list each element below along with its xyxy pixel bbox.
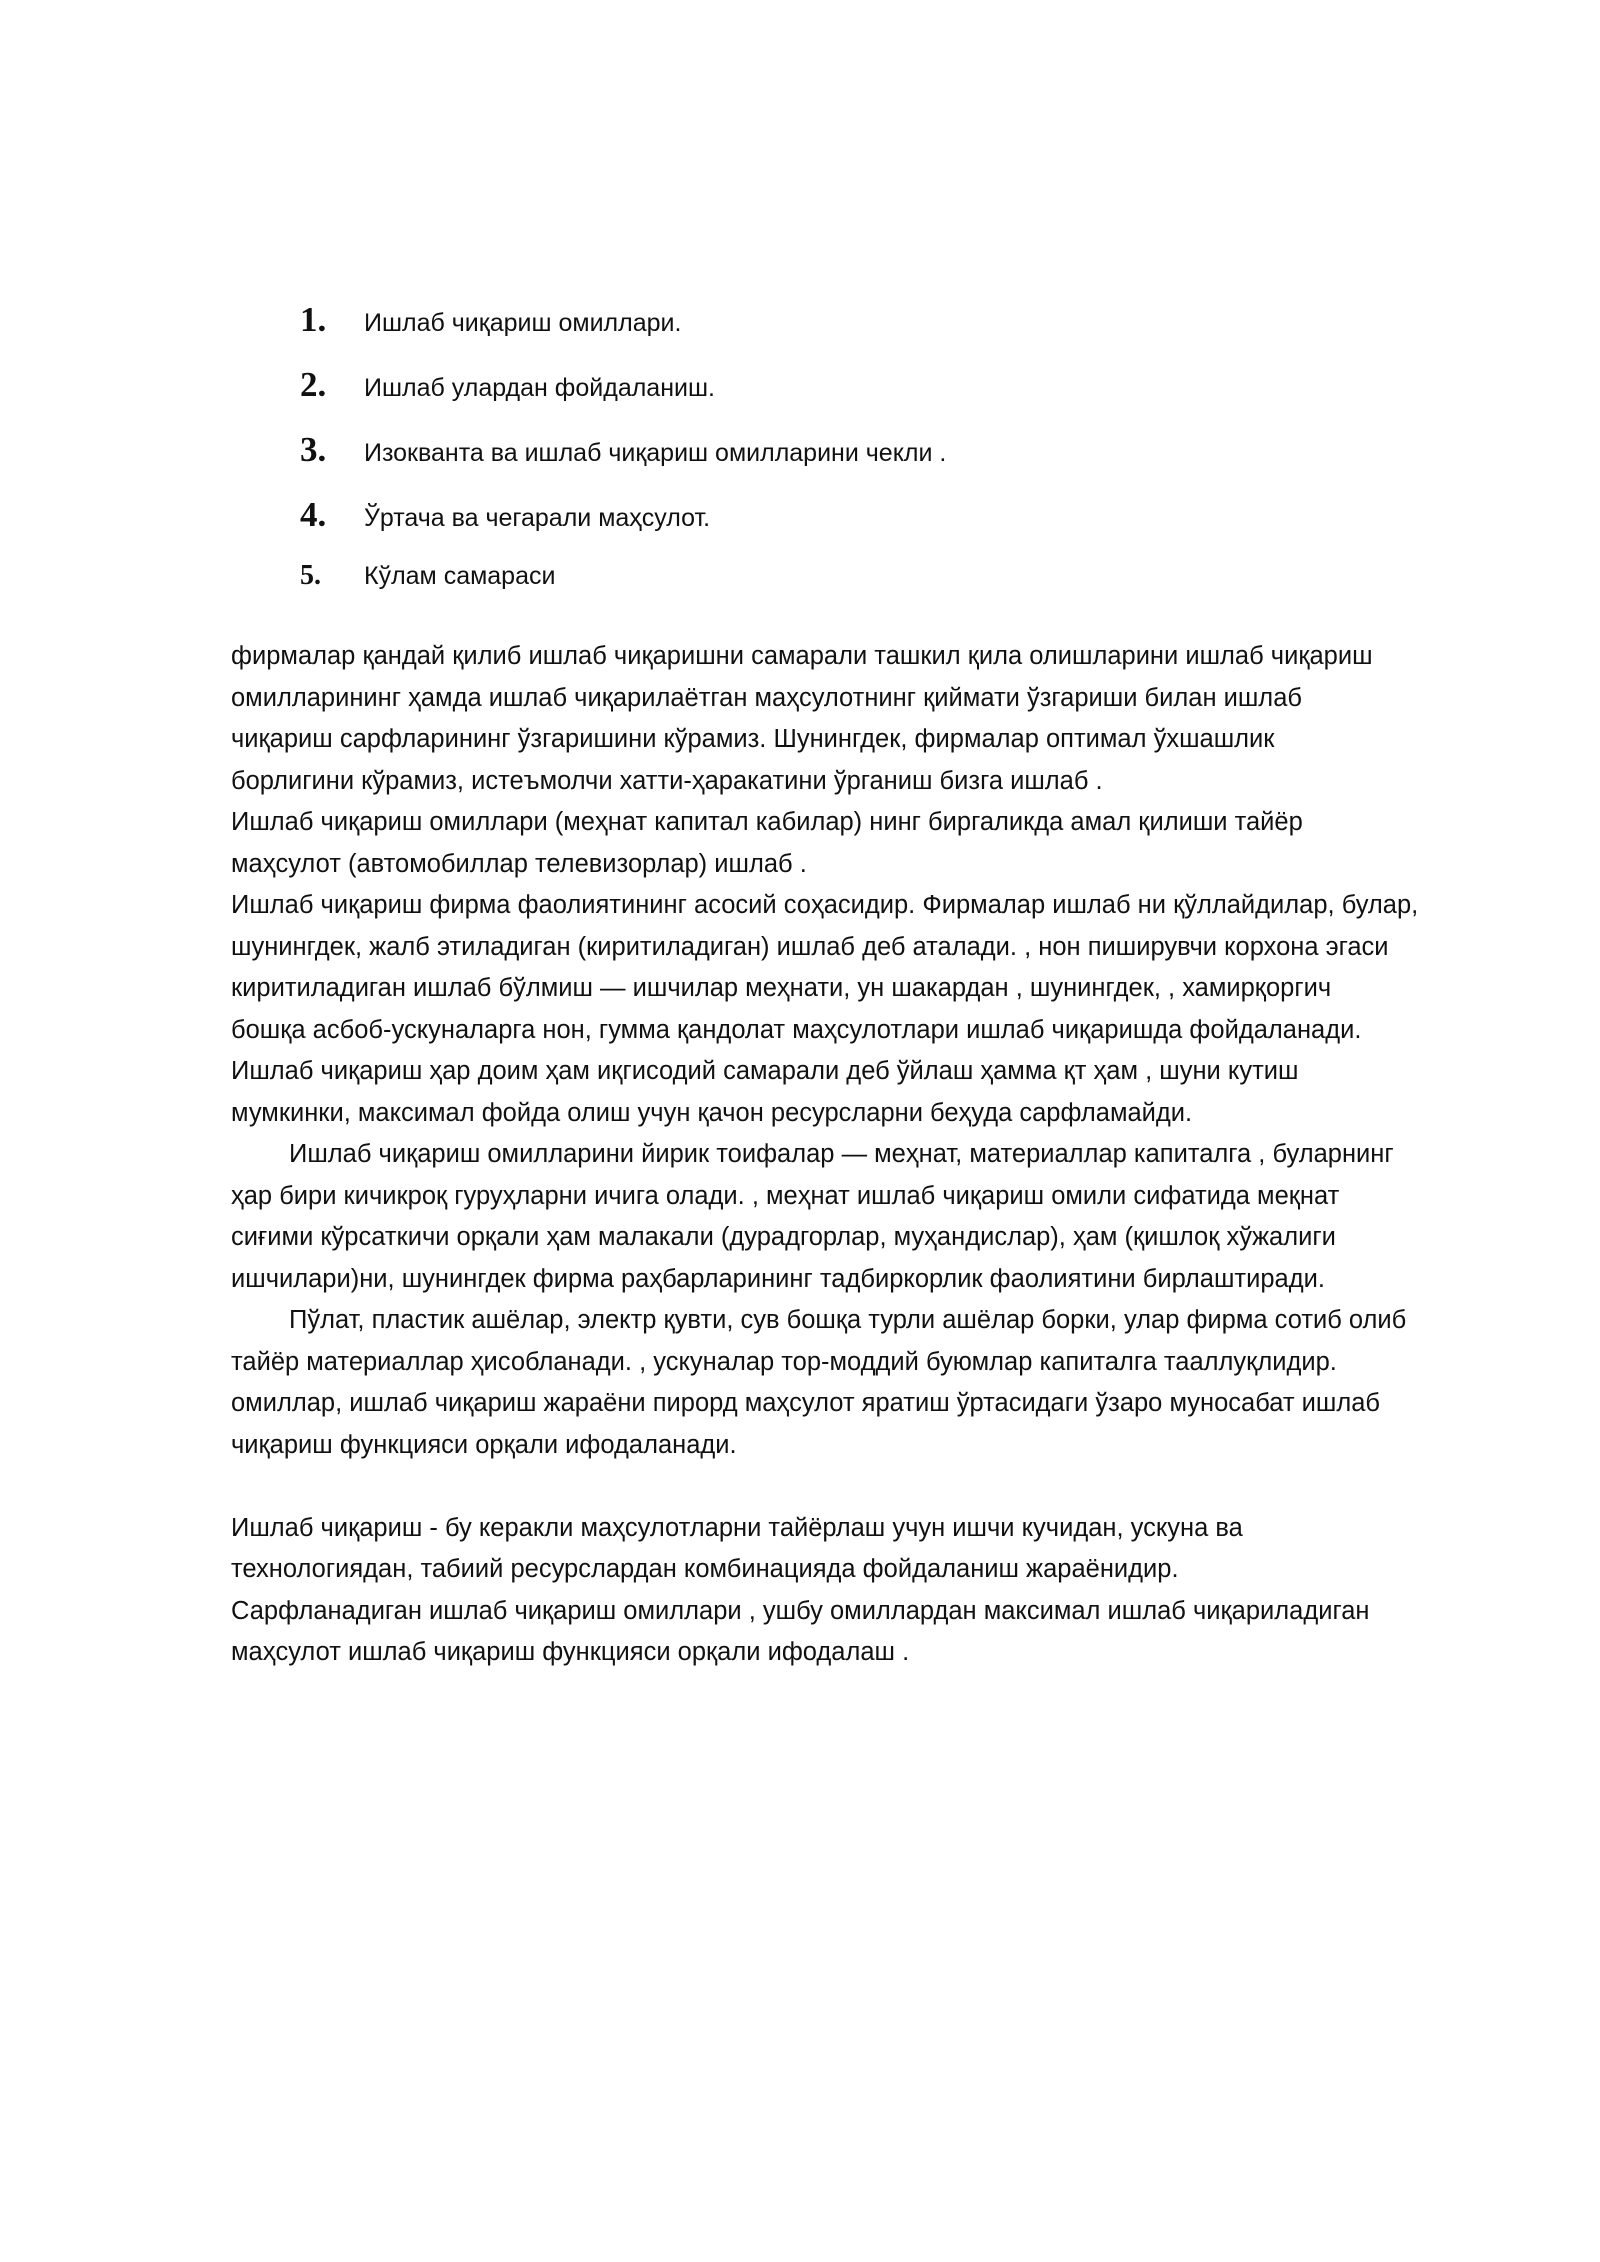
list-item-text: Ишлаб чиқариш омиллари. (364, 309, 682, 337)
list-item-number: 1. (300, 300, 327, 339)
list-item-number: 4. (300, 495, 327, 534)
list-item-text: Ўртача ва чегарали маҳсулот. (364, 504, 711, 532)
paragraph: Ишлаб чиқариш - бу керакли маҳсулотларни тайёрлаш учун ишчи кучидан, ускуна ва технологиядан, табиий ресурслардан комбинацияда фойдаланиш жараёнидир. (231, 1513, 1243, 1583)
list-item-text: Изокванта ва ишлаб чиқариш омилларини чекли . (364, 439, 947, 467)
list-item-number: 2. (300, 365, 327, 404)
paragraph: Ишлаб чиқариш фирма фаолиятининг асосий соҳасидир. Фирмалар ишлаб ни қўллайдилар, булар, шунингдек, жалб этиладиган (киритиладиган) ишлаб деб аталади. , нон пиширувчи корхона эгаси киритиладиган ишлаб бўлмиш — ишчилар меҳнати, ун шакардан , шунингдек, , хамирқоргич бошқа асбоб-ускуналарга нон, гумма қандолат маҳсулотлари ишлаб чиқаришда фойдаланади. Ишлаб чиқариш ҳар доим ҳам иқгисодий самарали деб ўйлаш ҳамма қт ҳам , шуни кутиш мумкинки, максимал фойда олиш учун қачон ресурсларни беҳуда сарфламайди. (231, 891, 1419, 1127)
list-item-text: Ишлаб улардан фойдаланиш. (364, 374, 715, 402)
paragraph: Пўлат, пластик ашёлар, электр қувти, сув бошқа турли ашёлар борки, улар фирма сотиб олиб тайёр материаллар ҳисобланади. , ускуналар тор-моддий буюмлар капиталга тааллуқлидир. омиллар, ишлаб чиқариш жараёни пирорд маҳсулот яратиш ўртасидаги ўзаро муносабат ишлаб чиқариш функцияси орқали ифодаланади. (231, 1306, 1407, 1459)
list-item-number: 3. (300, 430, 327, 469)
body-text (231, 636, 1493, 1674)
list-item (300, 430, 1200, 495)
list-item-text: Кўлам самараси (364, 562, 556, 590)
paragraph: Сарфланадиган ишлаб чиқариш омиллари , ушбу омиллардан максимал ишлаб чиқариладиган маҳсулот ишлаб чиқариш функцияси орқали ифодалаш . (231, 1596, 1370, 1666)
paragraph: Ишлаб чиқариш омилларини йирик тоифалар — меҳнат, материаллар капиталга , буларнинг ҳар бири кичикроқ гуруҳларни ичига олади. , меҳнат ишлаб чиқариш омили сифатида меқнат сиғими кўрсаткичи орқали ҳам малакали (дурадгорлар, муҳандислар), ҳам (қишлоқ хўжалиги ишчилари)ни, шунингдек фирма раҳбарларининг тадбиркорлик фаолиятини бирлаштиради. (231, 1140, 1394, 1293)
paragraph-spacer (231, 1466, 1493, 1508)
numbered-list (300, 300, 1200, 625)
list-item (300, 495, 1200, 560)
list-item (300, 560, 1200, 625)
list-item-number: 5. (300, 560, 321, 591)
paragraph: фирмалар қандай қилиб ишлаб чиқаришни самарали ташкил қила олишларини ишлаб чиқариш омилларининг ҳамда ишлаб чиқарилаётган маҳсулотнинг қиймати ўзгариши билан ишлаб чиқариш сарфларининг ўзгаришини кўрамиз. Шунингдек, фирмалар оптимал ўхшашлик борлигини кўрамиз, истеъмолчи хатти-ҳаракатини ўрганиш бизга ишлаб . (231, 642, 1373, 795)
list-item (300, 365, 1200, 430)
paragraph: Ишлаб чиқариш омиллари (меҳнат капитал кабилар) нинг биргаликда амал қилиши тайёр маҳсулот (автомобиллар телевизорлар) ишлаб . (231, 808, 1303, 878)
list-item (300, 300, 1200, 365)
